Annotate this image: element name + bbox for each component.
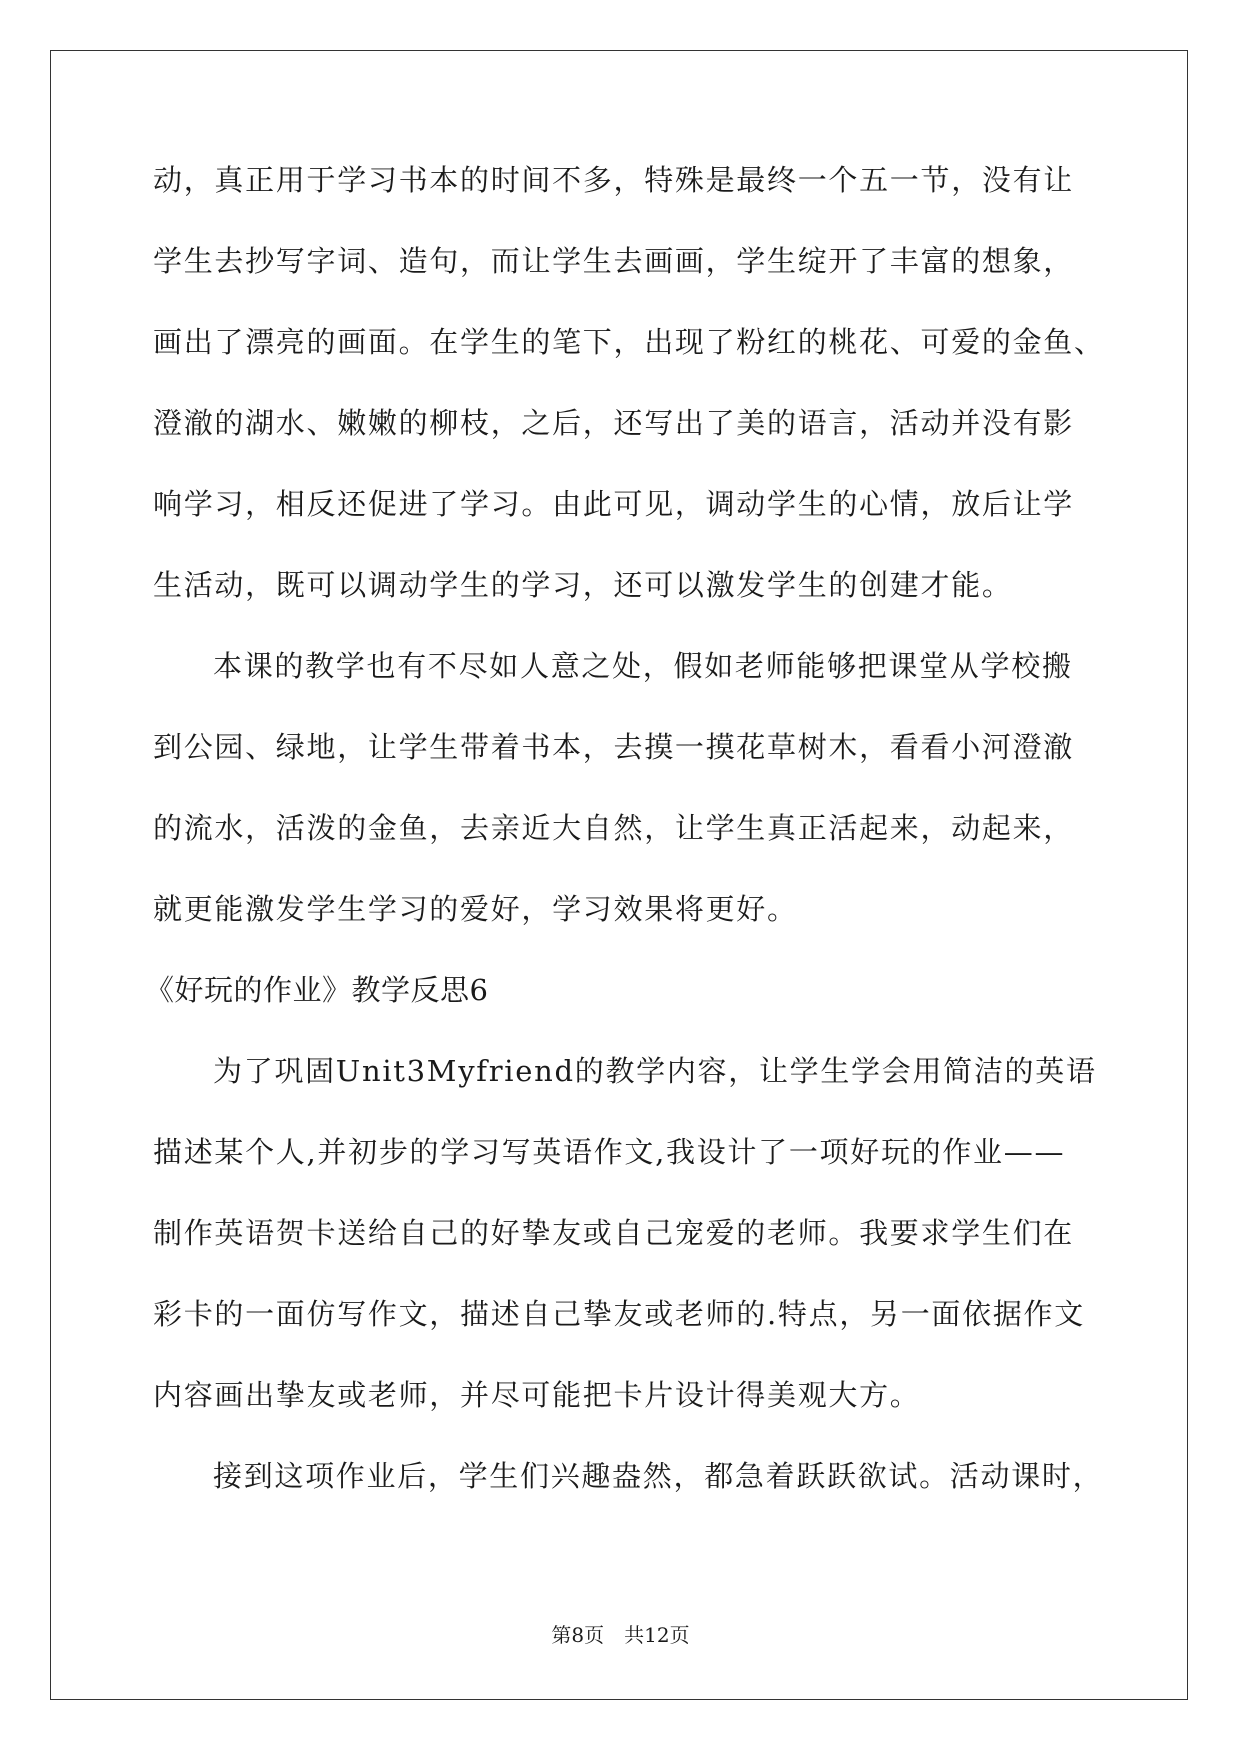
text-line: 内容画出挚友或老师，并尽可能把卡片设计得美观大方。 <box>153 1378 921 1412</box>
text-line: 描述某个人,并初步的学习写英语作文,我设计了一项好玩的作业—— <box>153 1135 1066 1169</box>
text-line: 响学习，相反还促进了学习。由此可见，调动学生的心情，放后让学 <box>153 487 1075 521</box>
text-line: 到公园、绿地，让学生带着书本，去摸一摸花草树木，看看小河澄澈 <box>153 730 1075 764</box>
text-line: 制作英语贺卡送给自己的好挚友或自己宠爱的老师。我要求学生们在 <box>153 1216 1075 1250</box>
paragraph-start-line: 为了巩固Unit3Myfriend的教学内容，让学生学会用简洁的英语 <box>213 1054 1097 1088</box>
text-line: 澄澈的湖水、嫩嫩的柳枝，之后，还写出了美的语言，活动并没有影 <box>153 406 1075 440</box>
document-body <box>145 160 1113 1537</box>
paragraph-start-line: 接到这项作业后，学生们兴趣盎然，都急着跃跃欲试。活动课时， <box>213 1459 1104 1493</box>
text-line: 就更能激发学生学习的爱好，学习效果将更好。 <box>153 892 798 926</box>
paragraph-start-line: 本课的教学也有不尽如人意之处，假如老师能够把课堂从学校搬 <box>213 649 1073 683</box>
page-number-footer: 第8页 共12页 <box>551 1623 690 1647</box>
text-line: 彩卡的一面仿写作文，描述自己挚友或老师的.特点，另一面依据作文 <box>153 1297 1085 1331</box>
text-line: 动，真正用于学习书本的时间不多，特殊是最终一个五一节，没有让 <box>153 163 1075 197</box>
text-line: 的流水，活泼的金鱼，去亲近大自然，让学生真正活起来，动起来， <box>153 811 1075 845</box>
text-line: 生活动，既可以调动学生的学习，还可以激发学生的创建才能。 <box>153 568 1013 602</box>
section-heading: 《好玩的作业》教学反思6 <box>145 973 489 1007</box>
text-line: 画出了漂亮的画面。在学生的笔下，出现了粉红的桃花、可爱的金鱼、 <box>153 325 1105 359</box>
text-line: 学生去抄写字词、造句，而让学生去画画，学生绽开了丰富的想象， <box>153 244 1075 278</box>
